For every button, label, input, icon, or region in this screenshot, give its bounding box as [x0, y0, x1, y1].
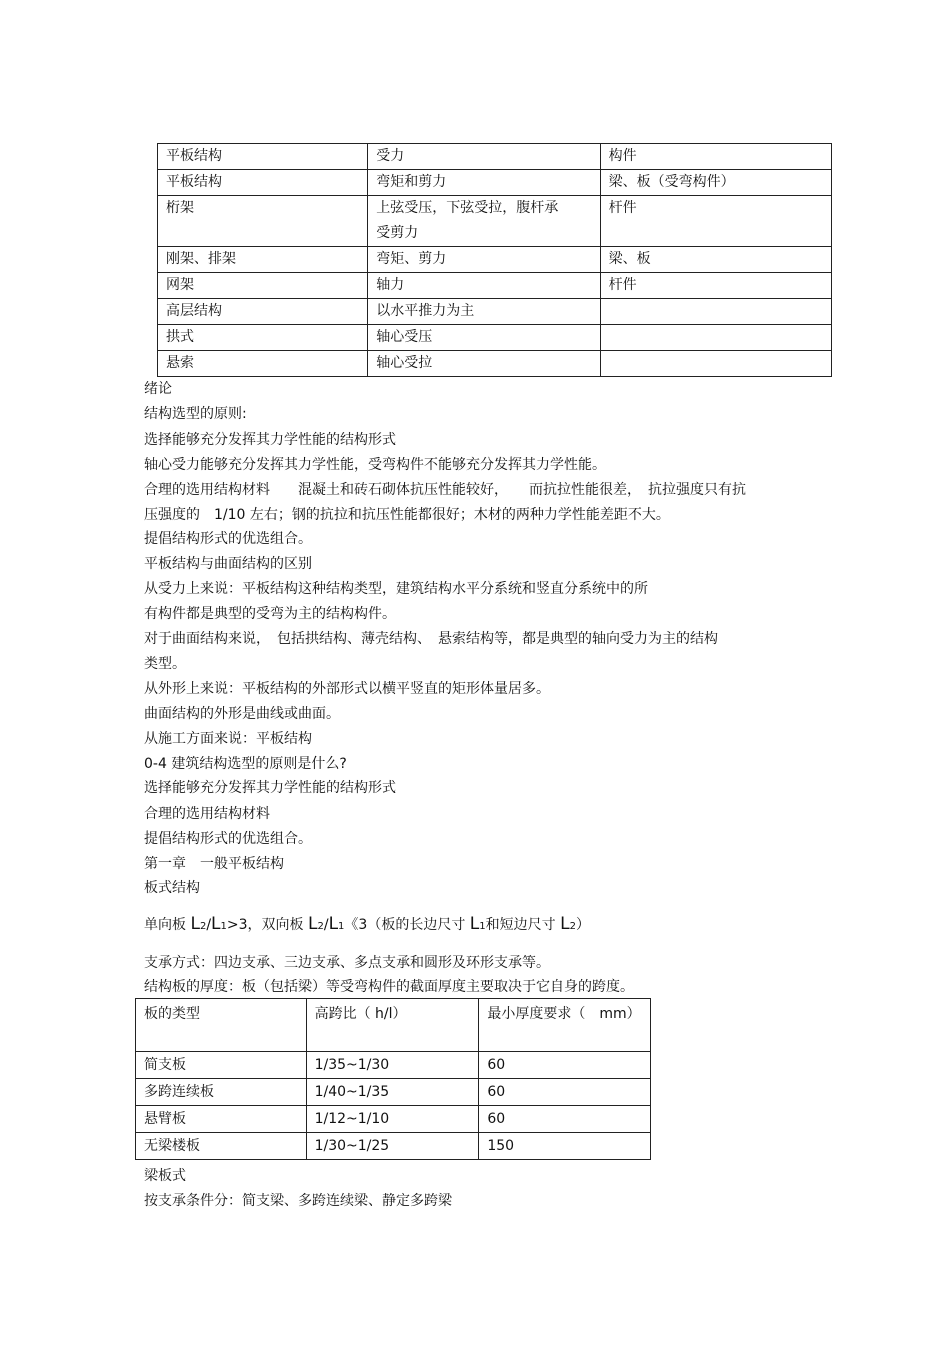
- formula-L: L: [328, 914, 339, 934]
- table-cell: 杆件: [600, 273, 831, 299]
- text-line: 轴心受力能够充分发挥其力学性能，受弯构件不能够充分发挥其力学性能。: [144, 457, 606, 473]
- formula-L: L: [307, 914, 318, 934]
- formula-slash: /: [323, 917, 329, 933]
- text-line: 合理的选用结构材料 混凝土和砖石砌体抗压性能较好， 而抗拉性能很差， 抗拉强度只有抗: [144, 482, 746, 498]
- table-cell: 网架: [158, 273, 368, 299]
- table-cell: 梁、板（受弯构件）: [600, 170, 831, 196]
- formula-sub: 2: [569, 921, 576, 932]
- text-line: 从受力上来说：平板结构这种结构类型，建筑结构水平分系统和竖直分系统中的所: [144, 581, 648, 597]
- table-cell: 60: [479, 1052, 651, 1079]
- table-row: [158, 247, 832, 273]
- table-cell: 简支板: [136, 1052, 307, 1079]
- table-cell: 1/30~1/25: [306, 1133, 479, 1160]
- table-header-row: [136, 999, 651, 1052]
- formula-lt3: 《3（板的长边尺寸: [344, 917, 466, 933]
- table-cell: 60: [479, 1079, 651, 1106]
- text-line: 从施工方面来说：平板结构: [144, 731, 312, 747]
- structure-force-table: [157, 143, 832, 377]
- text-line: 从外形上来说：平板结构的外部形式以横平竖直的矩形体量居多。: [144, 681, 550, 697]
- table-row: [136, 1052, 651, 1079]
- slab-ratio-formula: [144, 914, 590, 934]
- table-cell: 1/40~1/35: [306, 1079, 479, 1106]
- table-cell: 杆件: [600, 196, 831, 247]
- text-line: 板式结构: [144, 880, 200, 896]
- table-cell: 刚架、排架: [158, 247, 368, 273]
- truss-force-line2: 受剪力: [376, 225, 419, 241]
- table-cell: [600, 299, 831, 325]
- text-line: 0-4 建筑结构选型的原则是什么?: [144, 756, 347, 772]
- table-cell: 弯矩和剪力: [368, 170, 600, 196]
- table-cell: 60: [479, 1106, 651, 1133]
- table-row: [136, 1106, 651, 1133]
- truss-force-line1: 上弦受压，下弦受拉，腹杆承: [376, 200, 559, 216]
- table-cell: 弯矩、剪力: [368, 247, 600, 273]
- table-header-cell: 最小厚度要求（ mm）: [479, 999, 651, 1052]
- formula-sub: 1: [220, 921, 227, 932]
- table-cell: [600, 325, 831, 351]
- text-line: 有构件都是典型的受弯为主的结构构件。: [144, 606, 396, 622]
- table-cell: 轴心受拉: [368, 351, 600, 377]
- table-cell: 1/12~1/10: [306, 1106, 479, 1133]
- formula-sub: 2: [199, 921, 207, 932]
- table-cell: 以水平推力为主: [368, 299, 600, 325]
- formula-prefix: 单向板: [144, 917, 186, 933]
- table-cell: 多跨连续板: [136, 1079, 307, 1106]
- table-cell: [368, 196, 600, 247]
- table-row: [158, 351, 832, 377]
- table-row: [158, 273, 832, 299]
- table-cell: 梁、板: [600, 247, 831, 273]
- formula-L: L: [469, 914, 480, 934]
- text-line: 梁板式: [144, 1168, 186, 1184]
- table-cell: 悬索: [158, 351, 368, 377]
- text-line: 曲面结构的外形是曲线或曲面。: [144, 706, 340, 722]
- text-line: 类型。: [144, 656, 186, 672]
- table-row: [158, 299, 832, 325]
- table-row: [136, 1133, 651, 1160]
- table-cell: 轴心受压: [368, 325, 600, 351]
- text-line: 结构板的厚度：板（包括梁）等受弯构件的截面厚度主要取决于它自身的跨度。: [144, 979, 634, 995]
- formula-sub: 1: [338, 921, 345, 932]
- text-line: 支承方式：四边支承、三边支承、多点支承和圆形及环形支承等。: [144, 955, 550, 971]
- text-line: 合理的选用结构材料: [144, 806, 270, 822]
- table-cell: 拱式: [158, 325, 368, 351]
- formula-L: L: [211, 914, 221, 934]
- table-row: [136, 1079, 651, 1106]
- table-row: [158, 144, 832, 170]
- table-cell: 1/35~1/30: [306, 1052, 479, 1079]
- formula-L: L: [560, 914, 570, 934]
- text-line: 选择能够充分发挥其力学性能的结构形式: [144, 780, 396, 796]
- table-cell: 平板结构: [158, 170, 368, 196]
- text-line: 平板结构与曲面结构的区别: [144, 556, 312, 572]
- text-line: 对于曲面结构来说， 包括拱结构、薄壳结构、 悬索结构等，都是典型的轴向受力为主的结构: [144, 631, 718, 647]
- table-cell: 悬臂板: [136, 1106, 307, 1133]
- table-cell: 受力: [368, 144, 600, 170]
- text-line: 提倡结构形式的优选组合。: [144, 831, 312, 847]
- table-cell: 无梁楼板: [136, 1133, 307, 1160]
- table-header-cell: 板的类型: [136, 999, 307, 1052]
- text-line: 提倡结构形式的优选组合。: [144, 531, 312, 547]
- table-cell: 150: [479, 1133, 651, 1160]
- text-line: 绪论: [144, 381, 172, 397]
- table-row: [158, 196, 832, 247]
- table-cell: 轴力: [368, 273, 600, 299]
- table-cell: 桁架: [158, 196, 368, 247]
- slab-thickness-table: [135, 998, 651, 1160]
- text-line: 选择能够充分发挥其力学性能的结构形式: [144, 432, 396, 448]
- table-row: [158, 325, 832, 351]
- text-line: 结构选型的原则:: [144, 406, 247, 422]
- formula-sub: 1: [479, 921, 486, 932]
- table-cell: 构件: [600, 144, 831, 170]
- formula-gt3: >3，双向板: [226, 917, 304, 933]
- table-row: [158, 170, 832, 196]
- text-line: 压强度的 1/10 左右；钢的抗拉和抗压性能都很好；木材的两种力学性能差距不大。: [144, 507, 670, 523]
- formula-L: L: [190, 914, 200, 934]
- table-cell: 平板结构: [158, 144, 368, 170]
- formula-slash: /: [206, 917, 212, 933]
- formula-sub: 2: [317, 921, 324, 932]
- formula-and-short: 和短边尺寸: [485, 917, 556, 933]
- formula-close: ）: [575, 917, 590, 933]
- text-line: 按支承条件分：简支梁、多跨连续梁、静定多跨梁: [144, 1193, 452, 1209]
- table-cell: 高层结构: [158, 299, 368, 325]
- table-cell: [600, 351, 831, 377]
- text-line: 第一章 一般平板结构: [144, 856, 284, 872]
- table-header-cell: 高跨比（ h/l）: [306, 999, 479, 1052]
